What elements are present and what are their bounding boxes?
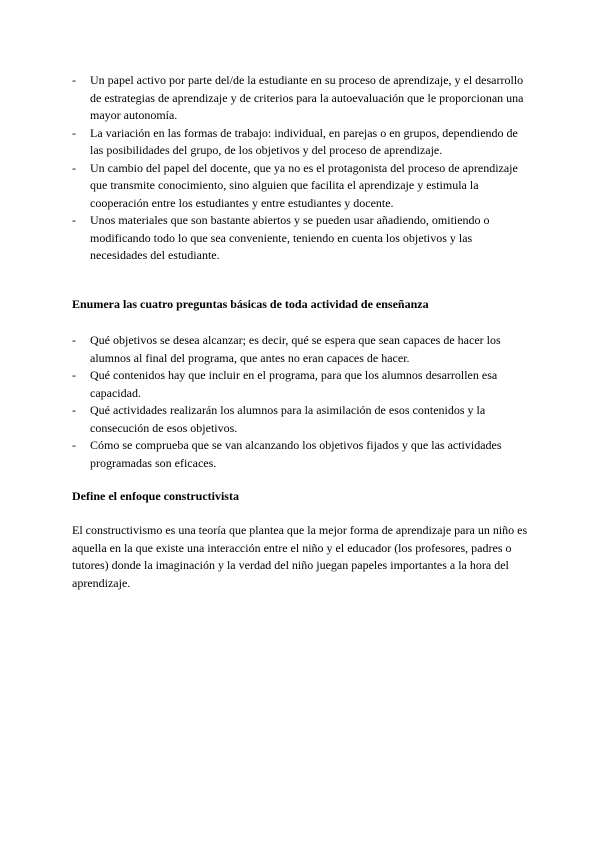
section-heading-constructivism: Define el enfoque constructivista (72, 489, 239, 503)
bullet-dash: - (72, 438, 76, 452)
list-item (72, 125, 524, 160)
list-item-text: Unos materiales que son bastante abiertos y se pueden usar añadiendo, omitiendo o modificando todo lo que sea conveniente, teniendo en cuenta los objetivos y las necesidades del estudiante. (90, 213, 490, 262)
section-heading-basic-questions: Enumera las cuatro preguntas básicas de toda actividad de enseñanza (72, 297, 429, 311)
bullet-dash: - (72, 403, 76, 417)
list-item-text: Cómo se comprueba que se van alcanzando los objetivos fijados y que las actividades programadas son eficaces. (90, 438, 502, 470)
list-item-text: Un cambio del papel del docente, que ya no es el protagonista del proceso de aprendizaje que transmite conocimiento, sino alguien que facilita el aprendizaje y estimula la cooperación entre los estudiantes y entre estudiantes y docente. (90, 160, 518, 210)
list-item (72, 367, 524, 402)
list-item-text: Un papel activo por parte del/de la estudiante en su proceso de aprendizaje, y el desarrollo de estrategias de aprendizaje y de criterios para la autoevaluación que le proporcionan una mayor autonomía. (90, 73, 524, 122)
list-item-text: La variación en las formas de trabajo: individual, en parejas o en grupos, dependiendo de las posibilidades del grupo, de los objetivos y del proceso de aprendizaje. (90, 125, 518, 157)
list-item-text: Qué actividades realizarán los alumnos para la asimilación de esos contenidos y la consecución de esos objetivos. (90, 403, 486, 435)
bullet-dash: - (72, 125, 76, 140)
bullet-list-basic-questions (72, 332, 524, 472)
list-item-text: Qué objetivos se desea alcanzar; es decir, qué se espera que sean capaces de hacer los alumnos al final del programa, que antes no eran capaces de hacer. (90, 333, 501, 365)
list-item (72, 72, 524, 125)
bullet-dash: - (72, 368, 76, 382)
list-item (72, 212, 524, 265)
list-item (72, 437, 524, 472)
bullet-dash: - (72, 333, 76, 347)
list-item (72, 402, 524, 437)
bullet-list-classroom-features (72, 72, 524, 265)
bullet-dash: - (72, 73, 76, 87)
bullet-dash: - (72, 213, 76, 227)
list-item (72, 332, 524, 367)
list-item (72, 160, 524, 213)
bullet-dash: - (72, 160, 76, 175)
list-item-text: Qué contenidos hay que incluir en el programa, para que los alumnos desarrollen esa capacidad. (90, 368, 498, 400)
paragraph-constructivism: El constructivismo es una teoría que plantea que la mejor forma de aprendizaje para un niño es aquella en la que existe una interacción entre el niño y el educador (los profesores, padres o tutores) donde la imaginación y la verdad del niño juegan papeles importantes a la hora del aprendizaje. (72, 523, 528, 590)
